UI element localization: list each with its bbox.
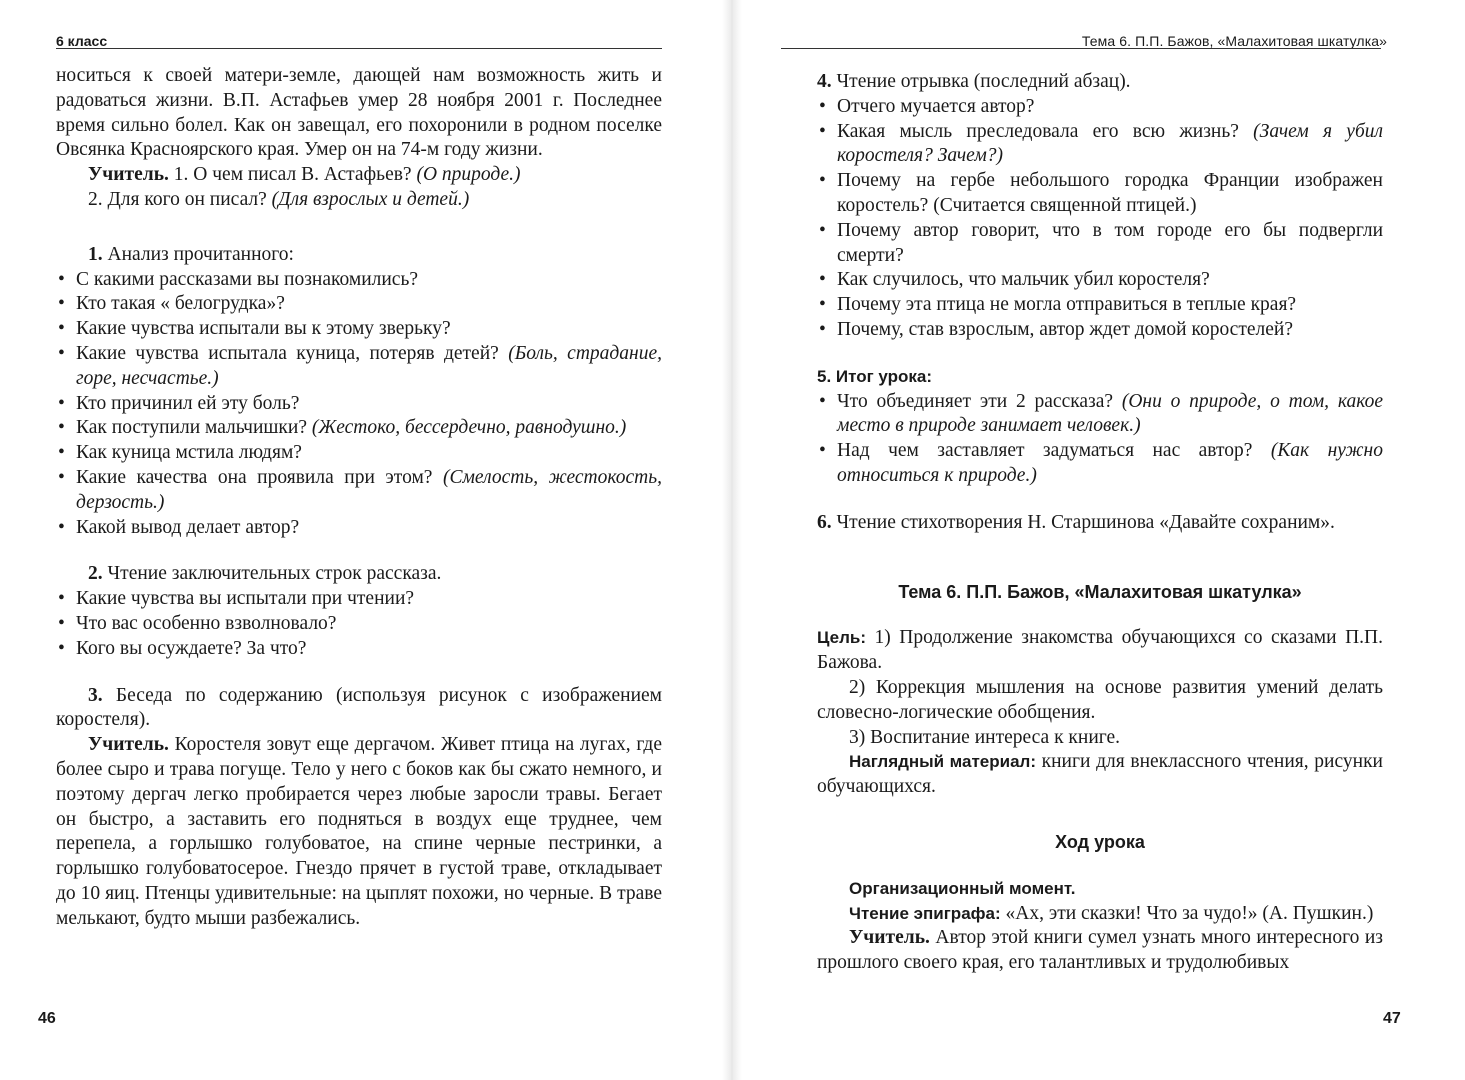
section-number: 6.: [817, 511, 832, 533]
epigraph-text: «Ах, эти сказки! Что за чудо!» (А. Пушкин.): [1000, 902, 1374, 924]
teacher-q1-answer: (О природе.): [416, 164, 521, 186]
list-item: [56, 317, 662, 342]
left-page-body: [56, 64, 662, 932]
section-number: 4.: [817, 71, 832, 92]
section-title: Беседа по содержанию (используя рисунок с изображением коростеля).: [56, 684, 662, 731]
list-item: [56, 342, 662, 392]
section-1-list: [56, 268, 662, 541]
teacher-question-1: [56, 163, 662, 188]
list-item: [56, 516, 662, 541]
question-text: С какими рассказами вы познакомились?: [76, 268, 419, 290]
section-title: Чтение заключительных строк рассказа.: [102, 563, 442, 585]
section-number: 2.: [88, 563, 103, 585]
question-text: Какая мысль преследовала его всю жизнь?: [837, 120, 1254, 142]
header-rule-right: [781, 48, 1381, 49]
org-moment: Организационный момент.: [849, 878, 1076, 898]
page-number-left: 46: [38, 1010, 56, 1027]
section-6-paragraph: [817, 511, 1383, 536]
question-text: Почему автор говорит, что в том городе его бы подвергли смерти?: [837, 219, 1383, 266]
question-text: Какие чувства испытали вы к этому зверьку?: [76, 318, 451, 340]
page-number-right: 47: [1383, 1010, 1401, 1027]
list-item: • Кого вы осуждаете? За что?: [56, 637, 662, 662]
teacher-text: Коростеля зовут еще дергачом. Живет птица на лугах, где более сыро и трава погуще. Тело у него с боков как бы сжато немного, и поэтому дергач легко пробирается через любые заросли травы. Бегает он быстро, а заставить его подняться в воздух еще труднее, чем перепела, а горлышко голубоватое, на спине черные пестринки, а горлышко голубоватосерое. Гнездо прячет в густой траве, откладывает до 10 яиц. Птенцы удивительные: на цыплят похожи, но черные. В траве мелькают, будто мыши разбежались.: [56, 734, 662, 929]
section-2-list: [56, 587, 662, 661]
list-item: [817, 439, 1383, 489]
right-page-body: [817, 70, 1383, 976]
question-text: Почему эта птица не могла отправиться в теплые края?: [837, 294, 1297, 316]
right-page: [735, 0, 1465, 1080]
section-5-heading: 5. Итог урока:: [817, 366, 933, 386]
question-text: Почему, став взрослым, автор ждет домой коростелей?: [837, 318, 1293, 340]
answer-text: (Они о природе, о том, какое место в природе занимает человек.): [837, 390, 1383, 437]
goal-text-2: 2) Коррекция мышления на основе развития умений делать словесно-логические обобщения.: [817, 676, 1383, 723]
section-6-text: Чтение стихотворения Н. Старшинова «Давайте сохраним».: [831, 511, 1335, 533]
section-title: Анализ прочитанного:: [102, 243, 294, 265]
teacher-q1-text: 1. О чем писал В. Астафьев?: [168, 164, 417, 186]
topic-title: Тема 6. П.П. Бажов, «Малахитовая шкатулка»: [898, 581, 1302, 602]
intro-paragraph: носиться к своей матери-земле, дающей нам возможность жить и радоваться жизни. В.П. Астафьев умер 28 ноября 2001 г. Последнее время сильно болел. Как он завещал, его похоронили в родном поселке Овсянка Красноярского края. Умер он на 74-м году жизни.: [56, 65, 662, 161]
section-3-teacher-paragraph: [56, 733, 662, 931]
question-text: Какой вывод делает автор?: [76, 516, 300, 538]
question-text: Какие чувства испытала куница, потеряв детей?: [76, 342, 509, 364]
question-text: Как куница мстила людям?: [76, 442, 302, 464]
teacher-question-2: [56, 188, 662, 213]
visual-material-paragraph: [817, 750, 1383, 800]
list-item: [817, 390, 1383, 440]
epigraph-label: Чтение эпиграфа:: [849, 903, 1001, 923]
list-item: [817, 169, 1383, 219]
section-3-heading: [56, 684, 662, 734]
question-text: Что объединяет эти 2 рассказа?: [837, 390, 1122, 412]
teacher-q2-answer: (Для взрослых и детей.): [271, 188, 470, 210]
teacher-label: Учитель.: [849, 927, 930, 949]
teacher-q2-text: 2. Для кого он писал?: [88, 188, 272, 210]
running-head-right: Тема 6. П.П. Бажов, «Малахитовая шкатулка»: [1081, 33, 1387, 49]
teacher-label: Учитель.: [88, 164, 169, 186]
answer-text: (Боль, страдание, горе, несчастье.): [76, 342, 662, 389]
goal-text-1: 1) Продолжение знакомства обучающихся со сказами П.П. Бажова.: [817, 627, 1383, 674]
section-5-list: [817, 390, 1383, 489]
list-item: • Что вас особенно взволновало?: [56, 612, 662, 637]
lesson-title: Ход урока: [1055, 831, 1145, 852]
goal-label: Цель:: [817, 628, 866, 648]
visual-label: Наглядный материал:: [849, 752, 1036, 772]
list-item: [817, 268, 1383, 293]
list-item: [817, 95, 1383, 120]
section-number: 1.: [88, 243, 103, 265]
question-text: Кто причинил ей эту боль?: [76, 392, 300, 414]
left-page: [0, 0, 730, 1080]
epigraph-paragraph: [817, 902, 1383, 927]
list-item: [817, 318, 1383, 343]
list-item: [817, 120, 1383, 170]
list-item: • Какие чувства вы испытали при чтении?: [56, 587, 662, 612]
goal-paragraph: [817, 626, 1383, 676]
section-2-heading: [56, 562, 662, 587]
teacher-paragraph: [817, 926, 1383, 976]
list-item: [56, 466, 662, 516]
answer-text: (Зачем я убил коростеля? Зачем?): [837, 120, 1383, 167]
teacher-text: Автор этой книги сумел узнать много интересного из прошлого своего края, его талантливых и трудолюбивых: [817, 927, 1383, 974]
section-1-heading: [56, 243, 662, 268]
question-text: Какие качества она проявила при этом?: [76, 466, 443, 488]
answer-text: (Смелость, жестокость, дерзость.): [76, 466, 662, 513]
section-4-list: [817, 95, 1383, 343]
question-text: Почему на гербе небольшого городка Франции изображен коростель? (Считается священной птицей.): [837, 170, 1383, 216]
list-item: [817, 293, 1383, 318]
goal-text-3: 3) Воспитание интереса к книге.: [849, 726, 1121, 748]
question-text: Как поступили мальчишки?: [76, 417, 312, 439]
section-title: Чтение отрывка (последний абзац).: [831, 71, 1131, 92]
list-item: [817, 219, 1383, 269]
section-4-heading: [817, 70, 1383, 95]
list-item: [56, 268, 662, 293]
list-item: [56, 416, 662, 441]
section-number: 3.: [88, 684, 103, 706]
question-text: Как случилось, что мальчик убил коростеля?: [837, 269, 1210, 291]
question-text: Кто такая « белогрудка»?: [76, 293, 285, 315]
teacher-label: Учитель.: [88, 734, 169, 756]
answer-text: (Как нужно относиться к природе.): [837, 440, 1383, 486]
visual-text: книги для внеклассного чтения, рисунки обучающихся.: [817, 751, 1383, 798]
list-item: [56, 392, 662, 417]
list-item: [56, 441, 662, 466]
list-item: [56, 292, 662, 317]
question-text: Отчего мучается автор?: [837, 95, 1035, 117]
header-rule-left: [56, 48, 662, 49]
running-head-left: 6 класс: [56, 33, 108, 49]
question-text: Над чем заставляет задуматься нас автор?: [837, 440, 1271, 462]
answer-text: (Жестоко, бессердечно, равнодушно.): [311, 417, 627, 439]
